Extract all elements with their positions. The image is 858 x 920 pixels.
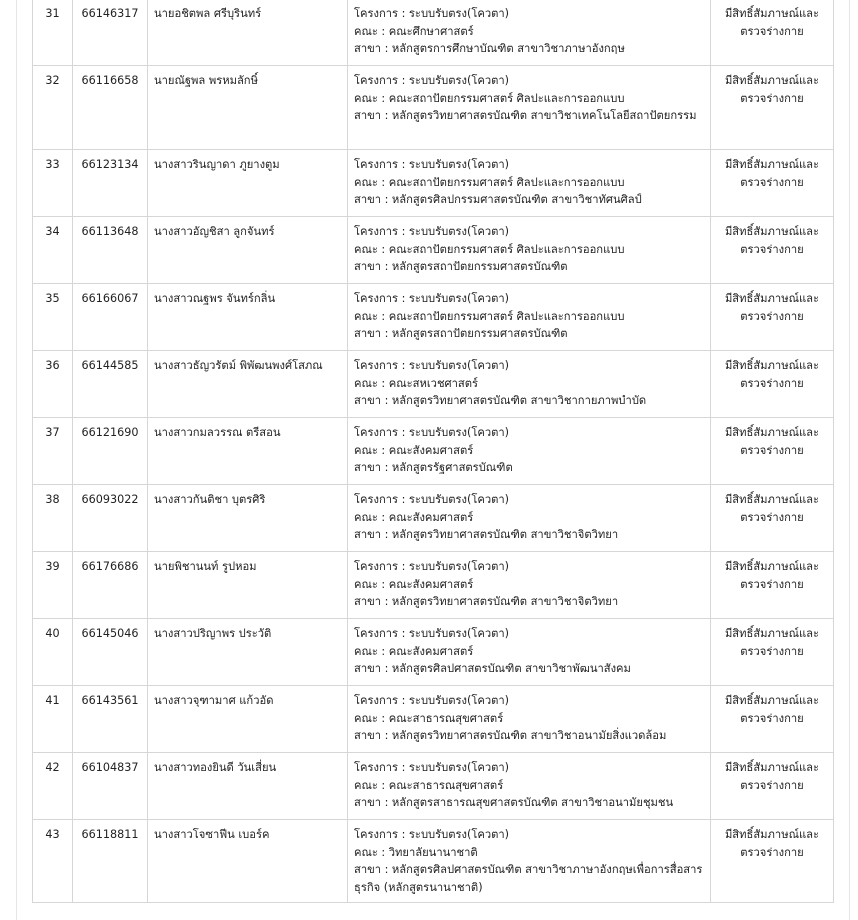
major-line [354, 191, 704, 209]
project-value: ระบบรับตรง(โควตา) [408, 74, 510, 87]
program-details [348, 619, 711, 686]
applicant-name: นายอชิตพล ศรีบุรินทร์ [148, 0, 348, 66]
project-label: โครงการ : [354, 493, 409, 506]
row-number: 41 [33, 686, 73, 753]
admission-status: มีสิทธิ์สัมภาษณ์และตรวจร่างกาย [711, 552, 834, 619]
major-line [354, 392, 704, 410]
applicant-id: 66166067 [73, 284, 148, 351]
project-value: ระบบรับตรง(โควตา) [408, 7, 510, 20]
project-value: ระบบรับตรง(โควตา) [408, 828, 510, 841]
project-value: ระบบรับตรง(โควตา) [408, 761, 510, 774]
major-label: สาขา : [354, 394, 392, 407]
major-line [354, 459, 704, 477]
faculty-line [354, 308, 704, 326]
program-details [348, 418, 711, 485]
admission-status: มีสิทธิ์สัมภาษณ์และตรวจร่างกาย [711, 619, 834, 686]
faculty-label: คณะ : [354, 845, 389, 859]
major-value: หลักสูตรวิทยาศาสตรบัณฑิต สาขาวิชาอนามัยสิ่งแวดล้อม [391, 729, 667, 742]
project-label: โครงการ : [354, 292, 409, 305]
admission-status: มีสิทธิ์สัมภาษณ์และตรวจร่างกาย [711, 284, 834, 351]
project-line [354, 223, 704, 241]
faculty-label: คณะ : [354, 644, 389, 658]
project-label: โครงการ : [354, 359, 409, 372]
major-label: สาขา : [354, 662, 392, 675]
faculty-line [354, 777, 704, 795]
page-edge-right-line [849, 0, 850, 920]
project-line [354, 5, 704, 23]
admission-status: มีสิทธิ์สัมภาษณ์และตรวจร่างกาย [711, 686, 834, 753]
applicant-id: 66116658 [73, 66, 148, 150]
project-label: โครงการ : [354, 7, 409, 20]
project-label: โครงการ : [354, 74, 409, 87]
faculty-label: คณะ : [354, 711, 389, 725]
project-label: โครงการ : [354, 225, 409, 238]
row-number: 35 [33, 284, 73, 351]
admission-status: มีสิทธิ์สัมภาษณ์และตรวจร่างกาย [711, 0, 834, 66]
admission-status: มีสิทธิ์สัมภาษณ์และตรวจร่างกาย [711, 485, 834, 552]
program-details [348, 0, 711, 66]
project-line [354, 692, 704, 710]
table-row [33, 217, 834, 284]
major-label: สาขา : [354, 461, 392, 474]
project-label: โครงการ : [354, 627, 409, 640]
project-line [354, 491, 704, 509]
faculty-label: คณะ : [354, 24, 389, 38]
project-line [354, 558, 704, 576]
table-row [33, 284, 834, 351]
table-row [33, 619, 834, 686]
faculty-label: คณะ : [354, 309, 389, 323]
applicant-name: นางสาวอัญชิสา ลูกจันทร์ [148, 217, 348, 284]
major-value: หลักสูตรสาธารณสุขศาสตรบัณฑิต สาขาวิชาอนามัยชุมชน [391, 796, 674, 809]
page-edge-left-line [16, 0, 17, 920]
table-row [33, 485, 834, 552]
faculty-line [354, 442, 704, 460]
major-line [354, 593, 704, 611]
program-details [348, 820, 711, 903]
major-value: หลักสูตรวิทยาศาสตรบัณฑิต สาขาวิชาจิตวิทยา [391, 528, 619, 541]
faculty-line [354, 509, 704, 527]
faculty-line [354, 241, 704, 259]
faculty-label: คณะ : [354, 91, 389, 105]
faculty-line [354, 23, 704, 41]
project-label: โครงการ : [354, 426, 409, 439]
major-value: หลักสูตรศิลปกรรมศาสตรบัณฑิต สาขาวิชาทัศนศิลป์ [391, 193, 642, 206]
project-value: ระบบรับตรง(โควตา) [408, 426, 510, 439]
major-label: สาขา : [354, 327, 392, 340]
project-label: โครงการ : [354, 158, 409, 171]
project-value: ระบบรับตรง(โควตา) [408, 560, 510, 573]
faculty-label: คณะ : [354, 510, 389, 524]
major-value: หลักสูตรวิทยาศาสตรบัณฑิต สาขาวิชาจิตวิทยา [391, 595, 619, 608]
table-row [33, 753, 834, 820]
row-number: 43 [33, 820, 73, 903]
faculty-value: คณะสังคมศาสตร์ [388, 510, 474, 524]
major-value: หลักสูตรรัฐศาสตรบัณฑิต [391, 461, 513, 474]
faculty-line [354, 844, 704, 862]
row-number: 39 [33, 552, 73, 619]
faculty-value: คณะสถาปัตยกรรมศาสตร์ ศิลปะและการออกแบบ [388, 309, 625, 323]
project-line [354, 826, 704, 844]
applicant-name: นางสาวกมลวรรณ ตรีสอน [148, 418, 348, 485]
applicant-name: นางสาวจุฑามาศ แก้วอัด [148, 686, 348, 753]
table-row [33, 686, 834, 753]
project-label: โครงการ : [354, 694, 409, 707]
admission-status: มีสิทธิ์สัมภาษณ์และตรวจร่างกาย [711, 66, 834, 150]
faculty-value: วิทยาลัยนานาชาติ [388, 845, 478, 859]
major-value: หลักสูตรวิทยาศาสตรบัณฑิต สาขาวิชาเทคโนโลยีสถาปัตยกรรม [391, 109, 697, 122]
faculty-line [354, 710, 704, 728]
row-number: 36 [33, 351, 73, 418]
applicant-id: 66123134 [73, 150, 148, 217]
applicant-name: นางสาวรินญาดา ภูยางตูม [148, 150, 348, 217]
faculty-value: คณะสถาปัตยกรรมศาสตร์ ศิลปะและการออกแบบ [388, 242, 625, 256]
faculty-value: คณะศึกษาศาสตร์ [388, 24, 474, 38]
program-details [348, 351, 711, 418]
project-label: โครงการ : [354, 560, 409, 573]
major-label: สาขา : [354, 109, 392, 122]
row-number: 38 [33, 485, 73, 552]
row-number: 31 [33, 0, 73, 66]
faculty-value: คณะสาธารณสุขศาสตร์ [388, 778, 504, 792]
program-details [348, 217, 711, 284]
applicant-id: 66093022 [73, 485, 148, 552]
faculty-line [354, 90, 704, 108]
applicant-id: 66145046 [73, 619, 148, 686]
project-line [354, 424, 704, 442]
faculty-line [354, 576, 704, 594]
major-label: สาขา : [354, 796, 392, 809]
major-value: หลักสูตรวิทยาศาสตรบัณฑิต สาขาวิชากายภาพบำบัด [391, 394, 647, 407]
program-details [348, 686, 711, 753]
project-line [354, 72, 704, 90]
applicant-name: นางสาวทองยินดี วันเสี่ยน [148, 753, 348, 820]
faculty-value: คณะสาธารณสุขศาสตร์ [388, 711, 504, 725]
admission-status: มีสิทธิ์สัมภาษณ์และตรวจร่างกาย [711, 351, 834, 418]
applicant-name: นายพิชานนท์ รูปหอม [148, 552, 348, 619]
faculty-label: คณะ : [354, 577, 389, 591]
major-line [354, 861, 704, 896]
faculty-value: คณะสถาปัตยกรรมศาสตร์ ศิลปะและการออกแบบ [388, 175, 625, 189]
faculty-label: คณะ : [354, 778, 389, 792]
major-value: หลักสูตรสถาปัตยกรรมศาสตรบัณฑิต [391, 327, 568, 340]
faculty-line [354, 375, 704, 393]
faculty-value: คณะสังคมศาสตร์ [388, 644, 474, 658]
major-label: สาขา : [354, 193, 392, 206]
major-line [354, 526, 704, 544]
admission-status: มีสิทธิ์สัมภาษณ์และตรวจร่างกาย [711, 418, 834, 485]
row-number: 32 [33, 66, 73, 150]
table-row [33, 351, 834, 418]
row-number: 33 [33, 150, 73, 217]
project-value: ระบบรับตรง(โควตา) [408, 493, 510, 506]
applicant-name: นางสาวกันติชา บุตรศิริ [148, 485, 348, 552]
faculty-label: คณะ : [354, 175, 389, 189]
results-table-body [33, 0, 834, 903]
major-value: หลักสูตรสถาปัตยกรรมศาสตรบัณฑิต [391, 260, 568, 273]
major-line [354, 727, 704, 745]
major-label: สาขา : [354, 260, 392, 273]
applicant-id: 66121690 [73, 418, 148, 485]
row-number: 37 [33, 418, 73, 485]
project-value: ระบบรับตรง(โควตา) [408, 627, 510, 640]
applicant-name: นางสาวธัญวรัตม์ พิพัฒนพงศ์โสภณ [148, 351, 348, 418]
applicant-id: 66146317 [73, 0, 148, 66]
major-value: หลักสูตรศิลปศาสตรบัณฑิต สาขาวิชาพัฒนาสังคม [391, 662, 631, 675]
project-label: โครงการ : [354, 828, 409, 841]
table-row [33, 0, 834, 66]
major-line [354, 107, 704, 125]
admission-status: มีสิทธิ์สัมภาษณ์และตรวจร่างกาย [711, 753, 834, 820]
project-value: ระบบรับตรง(โควตา) [408, 694, 510, 707]
program-details [348, 284, 711, 351]
project-value: ระบบรับตรง(โควตา) [408, 158, 510, 171]
applicant-name: นางสาวโจซาฟีน เบอร์ค [148, 820, 348, 903]
row-number: 34 [33, 217, 73, 284]
table-row [33, 820, 834, 903]
program-details [348, 753, 711, 820]
row-number: 42 [33, 753, 73, 820]
faculty-label: คณะ : [354, 376, 389, 390]
major-line [354, 325, 704, 343]
faculty-value: คณะสหเวชศาสตร์ [388, 376, 479, 390]
faculty-value: คณะสังคมศาสตร์ [388, 577, 474, 591]
project-line [354, 759, 704, 777]
project-line [354, 625, 704, 643]
applicant-id: 66144585 [73, 351, 148, 418]
faculty-line [354, 174, 704, 192]
major-label: สาขา : [354, 863, 392, 876]
applicant-id: 66104837 [73, 753, 148, 820]
major-value: หลักสูตรการศึกษาบัณฑิต สาขาวิชาภาษาอังกฤษ [391, 42, 625, 55]
major-label: สาขา : [354, 528, 392, 541]
row-number: 40 [33, 619, 73, 686]
admission-status: มีสิทธิ์สัมภาษณ์และตรวจร่างกาย [711, 150, 834, 217]
major-line [354, 794, 704, 812]
program-details [348, 66, 711, 150]
faculty-line [354, 643, 704, 661]
table-row [33, 66, 834, 150]
table-row [33, 150, 834, 217]
project-value: ระบบรับตรง(โควตา) [408, 225, 510, 238]
faculty-label: คณะ : [354, 443, 389, 457]
applicant-id: 66113648 [73, 217, 148, 284]
table-row [33, 552, 834, 619]
major-label: สาขา : [354, 595, 392, 608]
faculty-value: คณะสังคมศาสตร์ [388, 443, 474, 457]
admission-status: มีสิทธิ์สัมภาษณ์และตรวจร่างกาย [711, 820, 834, 903]
applicant-name: นายณัฐพล พรหมลักษิ์ [148, 66, 348, 150]
program-details [348, 150, 711, 217]
admission-status: มีสิทธิ์สัมภาษณ์และตรวจร่างกาย [711, 217, 834, 284]
applicant-id: 66176686 [73, 552, 148, 619]
major-label: สาขา : [354, 42, 392, 55]
admission-results-table [32, 0, 834, 903]
project-value: ระบบรับตรง(โควตา) [408, 359, 510, 372]
applicant-id: 66118811 [73, 820, 148, 903]
project-value: ระบบรับตรง(โควตา) [408, 292, 510, 305]
project-line [354, 357, 704, 375]
applicant-id: 66143561 [73, 686, 148, 753]
project-line [354, 290, 704, 308]
major-line [354, 258, 704, 276]
program-details [348, 552, 711, 619]
major-line [354, 40, 704, 58]
faculty-value: คณะสถาปัตยกรรมศาสตร์ ศิลปะและการออกแบบ [388, 91, 625, 105]
project-line [354, 156, 704, 174]
table-row [33, 418, 834, 485]
major-label: สาขา : [354, 729, 392, 742]
major-value: หลักสูตรศิลปศาสตรบัณฑิต สาขาวิชาภาษาอังกฤษเพื่อการสื่อสารธุรกิจ (หลักสูตรนานาชาติ) [354, 863, 703, 894]
applicant-name: นางสาวณฐพร จันทร์กลิ่น [148, 284, 348, 351]
faculty-label: คณะ : [354, 242, 389, 256]
major-line [354, 660, 704, 678]
program-details [348, 485, 711, 552]
project-label: โครงการ : [354, 761, 409, 774]
applicant-name: นางสาวปริญาพร ประวัติ [148, 619, 348, 686]
